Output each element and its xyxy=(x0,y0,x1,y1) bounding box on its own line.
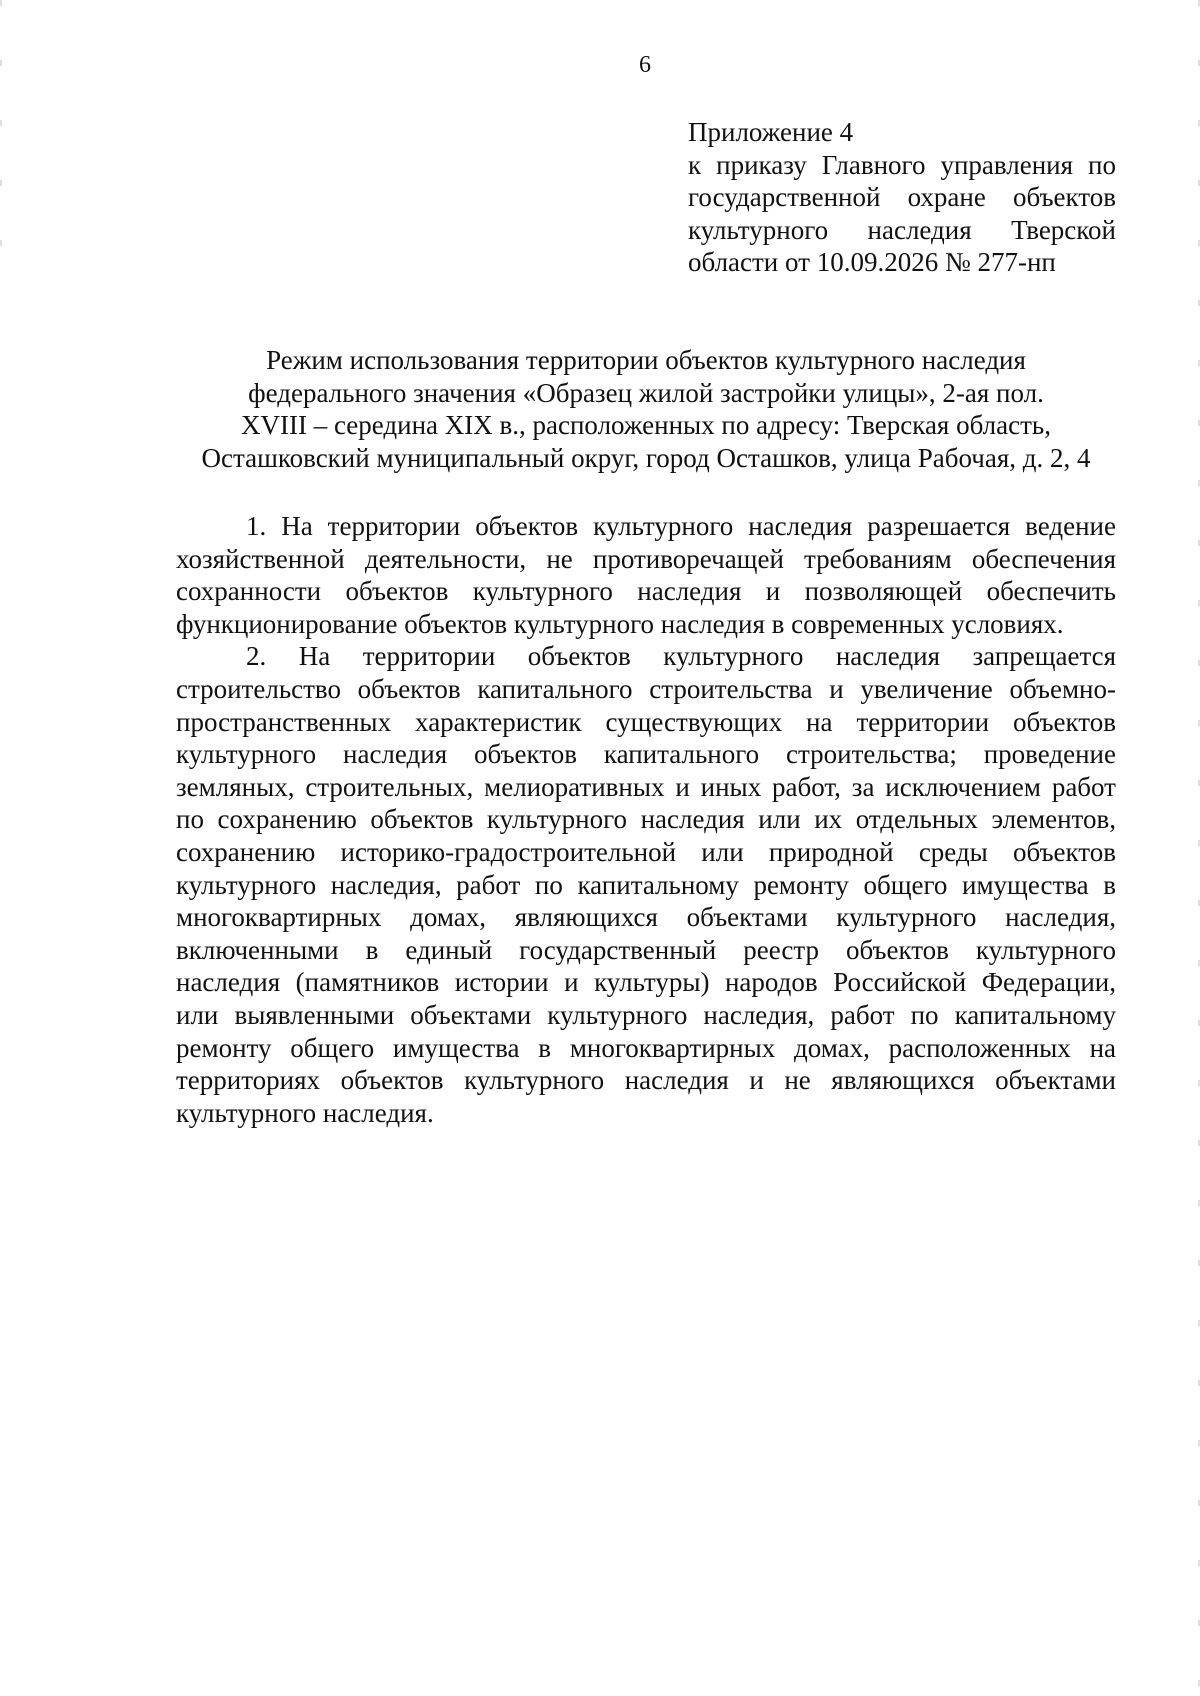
paragraph-line: культурного наследия объектов капитального строительства; проведение xyxy=(176,739,1116,770)
appendix-header xyxy=(688,116,1116,279)
appendix-line: государственной охране объектов xyxy=(688,182,1116,212)
document-title xyxy=(176,344,1116,474)
paragraph-line: культурного наследия. xyxy=(176,1097,434,1128)
paragraph-line: хозяйственной деятельности, не противоречащей требованиям обеспечения xyxy=(176,543,1116,574)
paragraph-line: или выявленными объектами культурного наследия, работ по капитальному xyxy=(176,999,1116,1030)
paragraph-line: 2. На территории объектов культурного наследия запрещается xyxy=(246,641,1116,672)
scan-edge-left xyxy=(0,0,2,300)
paragraph-line: земляных, строительных, мелиоративных и иных работ, за исключением работ xyxy=(176,771,1116,802)
paragraph-line: сохранению историко-градостроительной или природной среды объектов xyxy=(176,836,1116,867)
paragraph-2 xyxy=(176,640,1116,1129)
appendix-line: области от 10.09.2026 № 277-нп xyxy=(688,247,1056,277)
paragraph-line: включенными в единый государственный реестр объектов культурного xyxy=(176,934,1116,965)
paragraph-1 xyxy=(176,510,1116,640)
paragraph-line: пространственных характеристик существующих на территории объектов xyxy=(176,706,1116,737)
paragraph-line: ремонту общего имущества в многоквартирных домах, расположенных на xyxy=(176,1032,1116,1063)
paragraph-line: функционирование объектов культурного наследия в современных условиях. xyxy=(176,608,1064,639)
paragraph-line: многоквартирных домах, являющихся объектами культурного наследия, xyxy=(176,902,1116,933)
paragraph-line: культурного наследия, работ по капитальному ремонту общего имущества в xyxy=(176,869,1116,900)
title-line: Осташковский муниципальный округ, город Осташков, улица Рабочая, д. 2, 4 xyxy=(201,442,1091,473)
appendix-line: к приказу Главного управления по xyxy=(688,149,1116,180)
paragraph-line: по сохранению объектов культурного наследия или их отдельных элементов, xyxy=(176,804,1116,835)
title-line: Режим использования территории объектов культурного наследия xyxy=(266,345,1026,375)
appendix-line: Приложение 4 xyxy=(688,117,854,147)
paragraph-line: 1. На территории объектов культурного наследия разрешается ведение xyxy=(246,511,1116,541)
paragraph-line: наследия (памятников истории и культуры) народов Российской Федерации, xyxy=(176,967,1116,998)
appendix-line: культурного наследия Тверской xyxy=(688,214,1116,245)
paragraph-line: сохранности объектов культурного наследия и позволяющей обеспечить xyxy=(176,576,1116,607)
page-number: 6 xyxy=(639,52,651,78)
paragraph-line: территориях объектов культурного наследия и не являющихся объектами xyxy=(176,1065,1116,1096)
title-line: XVIII – середина XIX в., расположенных по адресу: Тверская область, xyxy=(241,410,1051,440)
document-body xyxy=(176,510,1116,1129)
title-line: федерального значения «Образец жилой застройки улицы», 2-ая пол. xyxy=(248,377,1044,408)
paragraph-line: строительство объектов капитального строительства и увеличение объемно- xyxy=(176,673,1116,704)
